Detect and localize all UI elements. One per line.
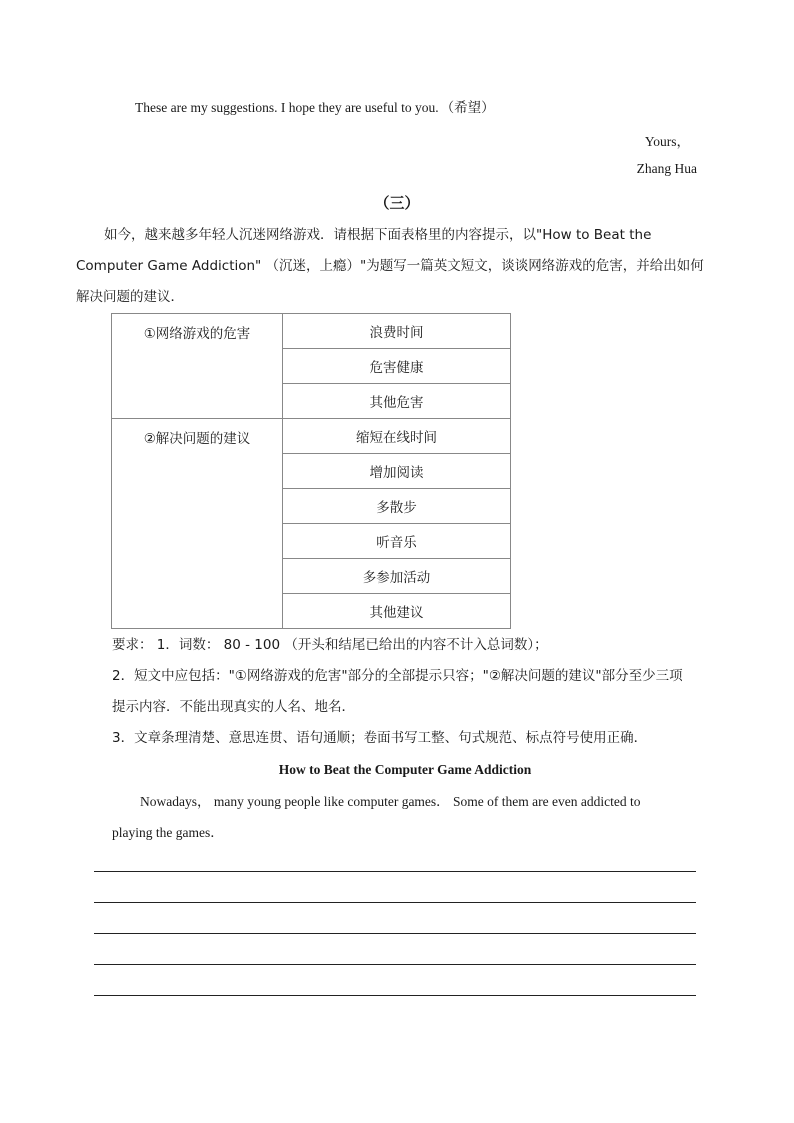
harm-item: 浪费时间 xyxy=(283,314,511,349)
intro-line: 解决问题的建议． xyxy=(76,289,184,305)
advice-item: 听音乐 xyxy=(283,524,511,559)
closing-note: （希望） xyxy=(440,100,495,115)
letter-closing-sentence xyxy=(135,96,495,116)
essay-opening-line: playing the games． xyxy=(112,825,224,840)
advice-item: 其他建议 xyxy=(283,594,511,629)
section-title: （三） xyxy=(374,194,420,212)
advice-item: 增加阅读 xyxy=(283,454,511,489)
requirement-line: 3．文章条理清楚、意思连贯、语句通顺；卷面书写工整、句式规范、标点符号使用正确． xyxy=(112,730,648,746)
intro-paragraph xyxy=(76,220,704,313)
harm-item: 其他危害 xyxy=(283,384,511,419)
writing-line[interactable] xyxy=(94,902,696,903)
harm-item: 危害健康 xyxy=(283,349,511,384)
advice-item: 缩短在线时间 xyxy=(283,419,511,454)
writing-line[interactable] xyxy=(94,964,696,965)
writing-line[interactable] xyxy=(94,995,696,996)
writing-line[interactable] xyxy=(94,871,696,872)
sign-off: Yours， xyxy=(644,134,690,149)
hint-table xyxy=(111,313,511,629)
essay-title: How to Beat the Computer Game Addiction xyxy=(278,762,532,777)
essay-opening xyxy=(112,786,700,848)
harm-heading-cell: ①网络游戏的危害 xyxy=(112,314,283,419)
advice-item: 多散步 xyxy=(283,489,511,524)
requirements xyxy=(112,630,702,754)
table-row xyxy=(112,419,511,454)
signer-name: Zhang Hua xyxy=(636,161,697,176)
intro-line: 如今，越来越多年轻人沉迷网络游戏．请根据下面表格里的内容提示，以"How to Beat the xyxy=(104,227,652,243)
intro-line: Computer Game Addiction" （沉迷，上瘾）"为题写一篇英文短文，谈谈网络游戏的危害，并给出如何 xyxy=(76,258,704,274)
writing-line[interactable] xyxy=(94,933,696,934)
requirement-line: 提示内容．不能出现真实的人名、地名． xyxy=(112,699,355,715)
advice-heading-cell: ②解决问题的建议 xyxy=(112,419,283,629)
closing-sentence-text: These are my suggestions. I hope they are useful to you. xyxy=(135,100,439,115)
table-row xyxy=(112,314,511,349)
requirement-line: 2．短文中应包括："①网络游戏的危害"部分的全部提示只容；"②解决问题的建议"部分至少三项 xyxy=(112,668,683,684)
advice-item: 多参加活动 xyxy=(283,559,511,594)
essay-opening-line: Nowadays， many young people like computer games． Some of them are even addicted to xyxy=(140,794,641,809)
requirement-line: 要求： 1．词数： 80 - 100 （开头和结尾已给出的内容不计入总词数）； xyxy=(112,637,548,653)
